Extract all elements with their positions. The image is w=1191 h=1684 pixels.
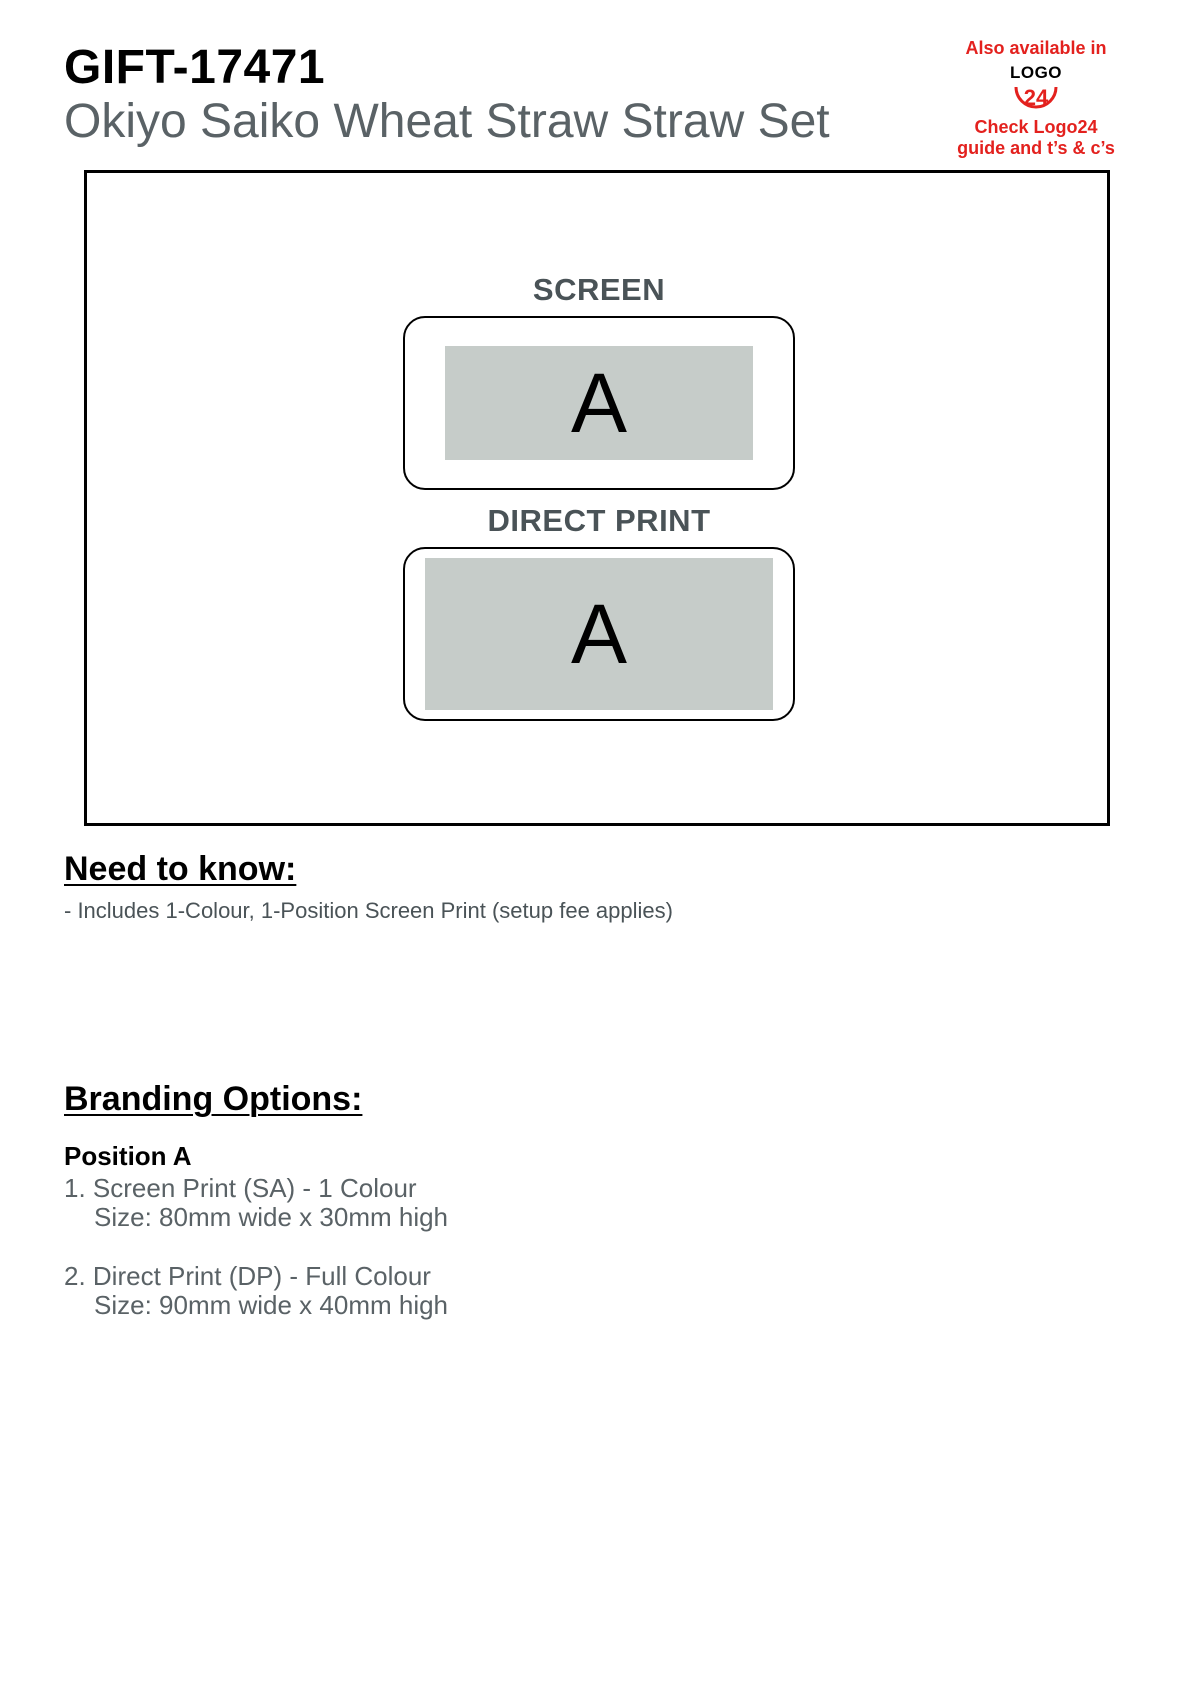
screen-print-area — [445, 346, 753, 460]
logo24-logo — [1006, 63, 1066, 115]
logo24-badge — [936, 38, 1136, 159]
option-size: Size: 80mm wide x 30mm high — [94, 1202, 449, 1232]
also-available-text: Also available in — [965, 38, 1107, 58]
screen-position-letter: A — [570, 356, 628, 450]
branding-options-heading: Branding Options: — [64, 1080, 363, 1118]
option-size: Size: 90mm wide x 40mm high — [94, 1290, 449, 1320]
logo24-logo-number: 24 — [1023, 85, 1049, 110]
direct-print-card — [403, 547, 795, 721]
screen-label: SCREEN — [532, 272, 666, 307]
direct-print-area — [425, 558, 773, 710]
logo24-logo-text: LOGO — [1009, 63, 1063, 82]
branding-option — [64, 1174, 448, 1232]
check-guide-line1: Check Logo24 — [974, 117, 1098, 137]
screen-print-card — [403, 316, 795, 490]
product-name: Okiyo Saiko Wheat Straw Straw Set — [64, 95, 830, 148]
branding-option — [64, 1262, 448, 1320]
print-area-frame — [84, 170, 1110, 826]
option-title: 1. Screen Print (SA) - 1 Colour — [64, 1173, 417, 1203]
direct-print-label: DIRECT PRINT — [487, 503, 711, 538]
check-guide-line2: guide and t’s & c’s — [957, 138, 1115, 158]
option-title: 2. Direct Print (DP) - Full Colour — [64, 1261, 431, 1291]
position-a-title: Position A — [64, 1141, 192, 1171]
need-to-know-item: - Includes 1-Colour, 1-Position Screen Print (setup fee applies) — [64, 898, 673, 923]
direct-position-letter: A — [570, 587, 628, 681]
need-to-know-heading: Need to know: — [64, 850, 297, 888]
product-code: GIFT-17471 — [64, 41, 326, 94]
